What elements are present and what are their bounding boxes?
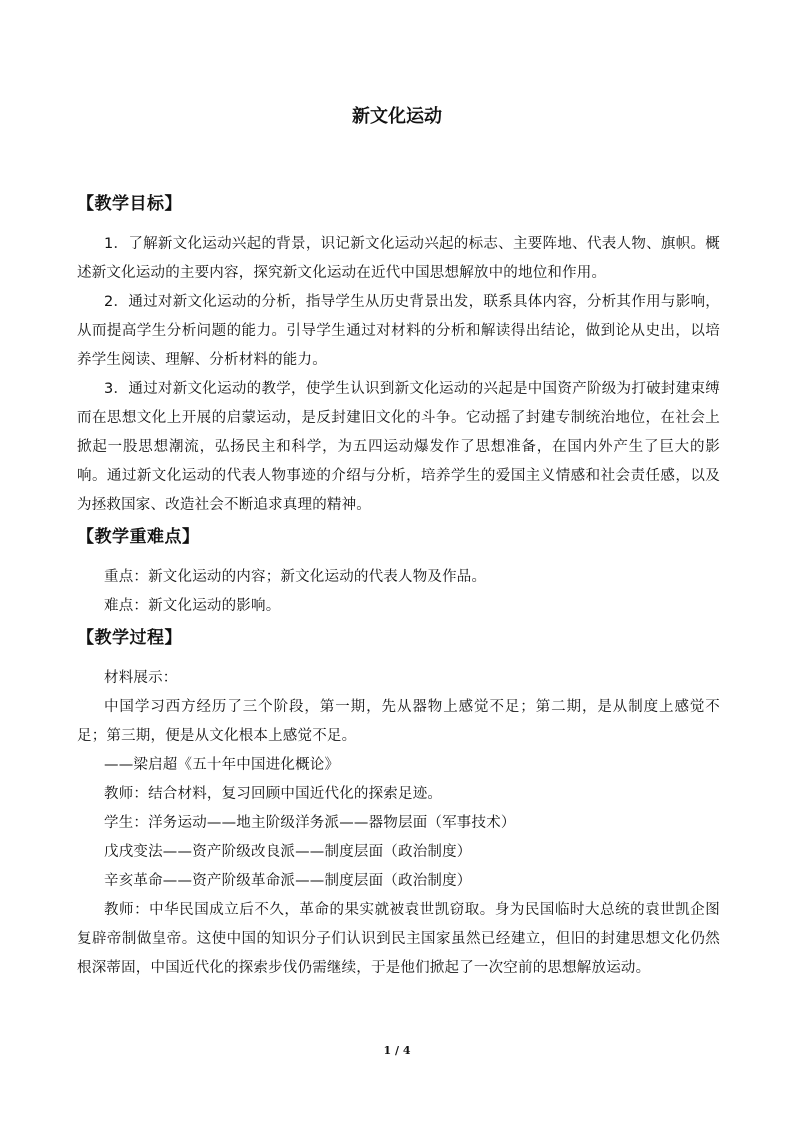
key-point-focus: 重点：新文化运动的内容；新文化运动的代表人物及作品。 xyxy=(104,569,487,585)
student-line-2: 戊戌变法——资产阶级改良派——制度层面（政治制度） xyxy=(104,844,472,860)
key-point-difficulty: 难点：新文化运动的影响。 xyxy=(104,598,281,614)
goal-item-3: 3．通过对新文化运动的教学，使学生认识到新文化运动的兴起是中国资产阶级为打破封建束缚而在思想文化上开展的启蒙运动，是反封建旧文化的斗争。它动摇了封建专制统治地位，在社会上掀起一股思想潮流，弘扬民主和科学，为五四运动爆发作了思想准备，在国内外产生了巨大的影响。通过新文化运动的代表人物事迹的介绍与分析，培养学生的爱国主义情感和社会责任感，以及为拯救国家、改造社会不断追求真理的精神。 xyxy=(77,381,720,513)
material-label: 材料展示： xyxy=(104,670,178,686)
page-number: 1 / 4 xyxy=(383,1044,411,1057)
material-text: 中国学习西方经历了三个阶段，第一期，先从器物上感觉不足；第二期，是从制度上感觉不足；第三期，便是从文化根本上感觉不足。 xyxy=(77,699,720,744)
section-heading-process: 【教学过程】 xyxy=(77,628,182,648)
goal-item-1: 1．了解新文化运动兴起的背景，识记新文化运动兴起的标志、主要阵地、代表人物、旗帜。概述新文化运动的主要内容，探究新文化运动在近代中国思想解放中的地位和作用。 xyxy=(77,236,720,281)
goal-item-2: 2．通过对新文化运动的分析，指导学生从历史背景出发，联系具体内容，分析其作用与影响，从而提高学生分析问题的能力。引导学生通过对材料的分析和解读得出结论，做到论从史出，以培养学生阅读、理解、分析材料的能力。 xyxy=(77,294,720,368)
student-line-3: 辛亥革命——资产阶级革命派——制度层面（政治制度） xyxy=(104,873,472,889)
section-heading-goals: 【教学目标】 xyxy=(77,194,182,214)
document-title: 新文化运动 xyxy=(352,106,442,127)
material-source: ——梁启超《五十年中国进化概论》 xyxy=(104,757,340,773)
section-heading-key-points: 【教学重难点】 xyxy=(77,527,200,547)
teacher-line-1: 教师：结合材料，复习回顾中国近代化的探索足迹。 xyxy=(104,786,443,802)
student-line-1: 学生：洋务运动——地主阶级洋务派——器物层面（军事技术） xyxy=(104,815,516,831)
teacher-line-2: 教师：中华民国成立后不久，革命的果实就被袁世凯窃取。身为民国临时大总统的袁世凯企图复辟帝制做皇帝。这使中国的知识分子们认识到民主国家虽然已经建立，但旧的封建思想文化仍然根深蒂固，中国近代化的探索步伐仍需继续，于是他们掀起了一次空前的思想解放运动。 xyxy=(77,902,720,976)
